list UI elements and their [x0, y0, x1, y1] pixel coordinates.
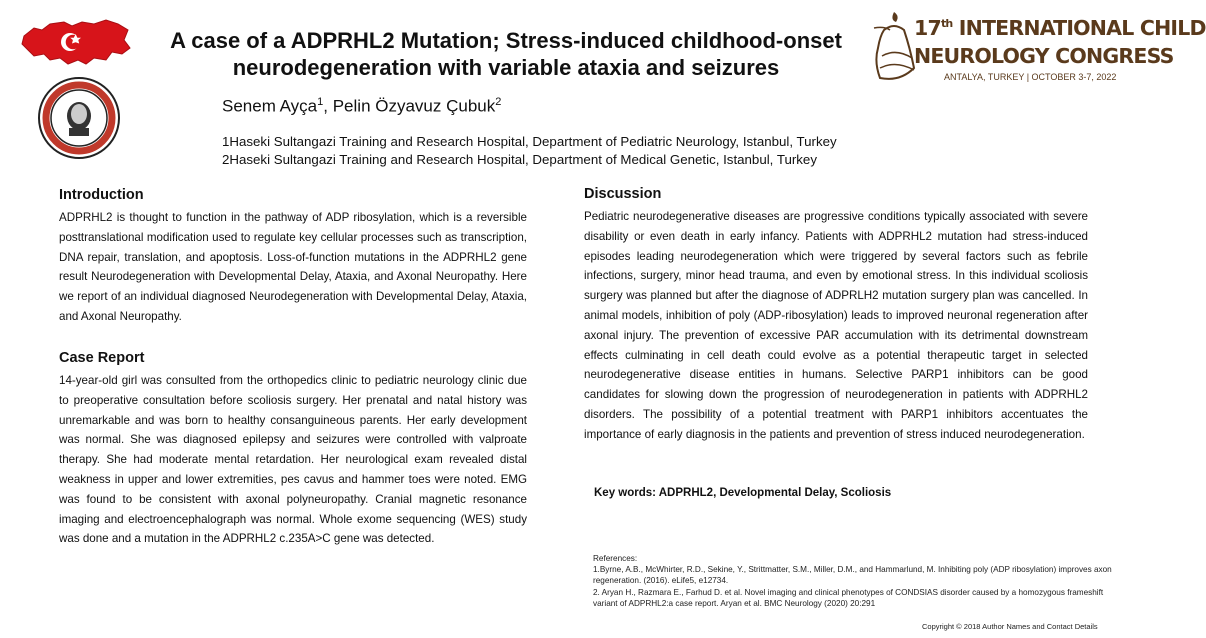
case-report-text: 14-year-old girl was consulted from the orthopedics clinic to pediatric neurology clinic due to preoperative consultation before scoliosis surgery. Her prenatal and natal history was unremarkable and was born to healthy consanguineous parents. Her early development was normal. She was diagnosed epilepsy and seizures were controlled with valproate therapy. She had moderate mental retardation. Her neurological exam revealed distal weakness in upper and lower extremities, pes cavus and hammer toes were noted. EMG was found to be consistent with axonal polyneuropathy. Cranial magnetic resonance imaging and electroencephalograph was normal. Whole exome sequencing (WES) study was done and a mutation in the ADPRHL2 c.235A>C gene was detected. — [59, 374, 527, 546]
reference-item: 1.Byrne, A.B., McWhirter, R.D., Sekine, Y., Strittmatter, S.M., Miller, D.M., and Hammarlund, M. Inhibiting poly (ADP ribosylation) improves axon regeneration. (2016). eLife5, e12734. — [593, 565, 1112, 586]
society-seal-icon — [37, 76, 121, 160]
affiliations — [222, 133, 837, 169]
turkey-flag-map-icon — [20, 14, 132, 74]
references — [593, 553, 1123, 609]
reference-item: 2. Aryan H., Razmara E., Farhud D. et al. Novel imaging and clinical phenotypes of CONDSIAS disorder caused by a homozygous frameshift variant of ADPRHL2:a case report. Aryan et al. BMC Neurology (2020) 20:291 — [593, 587, 1104, 608]
discussion-text: Pediatric neurodegenerative diseases are progressive conditions typically associated with severe disability or even death in early infancy. Patients with ADPRHL2 mutation had stress-induced episodes leading neurodegeneration which were triggered by several factors such as febrile infections, surgery, minor head trauma, and even by emotional stress. In this individual scoliosis surgery was planned but after the diagnose of ADPRLH2 mutation surgery plan was cancelled. In animal models, inhibition of poly (ADP-ribosylation) leads to improved neuronal regeneration after axonal injury. The prevention of excessive PAR accumulation with its detrimental downstream effects culminating in cell death could evolve as a potential therapeutic target in selected neurodegenerative disease entities in humans. Selective PARP1 inhibitors can be good candidates for slowing down the progression of neurodegeneration in patients with ADPRHL2 disorders. The possibility of a potential treatment with PARP1 inhibitors accentuates the importance of early diagnosis in the patients and prevention of stress induced neurodegeneration. — [584, 210, 1088, 441]
whirling-dervish-icon — [870, 8, 918, 90]
introduction-text: ADPRHL2 is thought to function in the pathway of ADP ribosylation, which is a reversible posttranslational modification used to regulate key cellular processes such as transcription, DNA repair, translation, and apoptosis. Loss-of-function mutations in the ADPRHL2 gene result Neurodegeneration with Developmental Delay, Ataxia, and Axonal Neuropathy. Here we report of an individual diagnosed Neurodegeneration with Developmental Delay, Ataxia, and Axonal Neuropathy. — [59, 211, 527, 323]
references-heading: References: — [593, 554, 638, 563]
introduction-heading: Introduction — [59, 187, 144, 203]
poster-title: A case of a ADPRHL2 Mutation; Stress-induced childhood-onset neurodegeneration with variable ataxia and seizures — [170, 28, 842, 80]
affiliation-line: 1Haseki Sultangazi Training and Research Hospital, Department of Pediatric Neurology, Istanbul, Turkey — [222, 134, 837, 149]
discussion-heading: Discussion — [584, 186, 662, 202]
author-name: Pelin Özyavuz Çubuk — [332, 96, 496, 116]
keywords: Key words: ADPRHL2, Developmental Delay, Scoliosis — [594, 487, 892, 499]
author-affiliation-number: 1 — [317, 96, 324, 108]
affiliation-line: 2Haseki Sultangazi Training and Research Hospital, Department of Medical Genetic, Istanbul, Turkey — [222, 152, 817, 167]
authors: Senem Ayça$^1$, Pelin Özyavuz Çubuk$^2$ — [222, 96, 502, 116]
logo-line-3: ANTALYA, TURKEY | OCTOBER 3-7, 2022 — [944, 72, 1117, 82]
author-affiliation-number: 2 — [495, 96, 502, 108]
logo-line-1: 17th INTERNATIONAL CHILD — [914, 16, 1206, 40]
logo-line-2: NEUROLOGY CONGRESS — [914, 44, 1174, 68]
author-name: Senem Ayça — [222, 96, 318, 116]
case-report-heading: Case Report — [59, 350, 145, 366]
copyright: Copyright © 2018 Author Names and Contact Details — [922, 622, 1098, 631]
